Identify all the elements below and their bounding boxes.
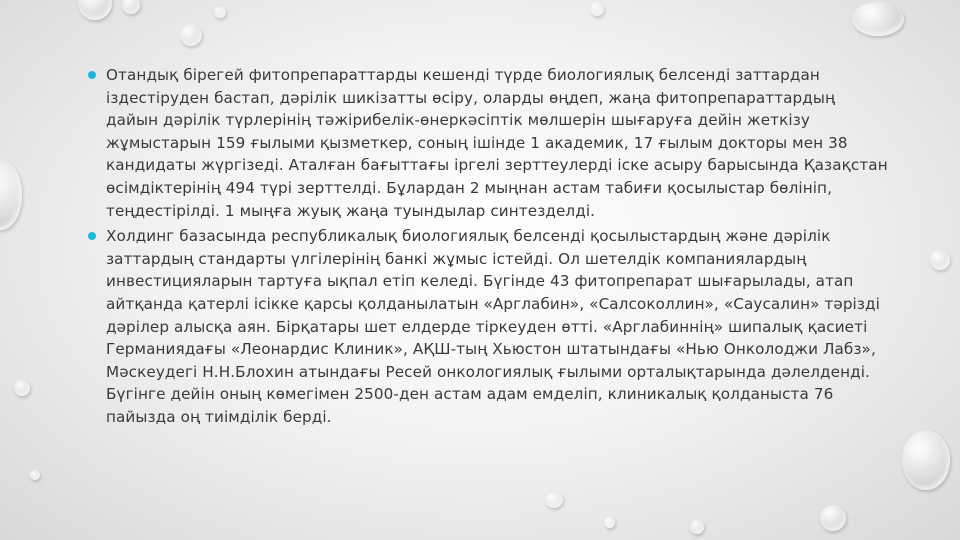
bullet-list bbox=[88, 64, 888, 429]
water-drop-decoration bbox=[902, 430, 950, 490]
bullet-text: Отандық бірегей фитопрепараттарды кешенді түрде биологиялық белсенді заттардан іздестіруден бастап, дәрілік шикізатты өсіру, оларды өңдеп, жаңа фитопрепараттардың дайын дәрілік түрлерінің тәжірибелік-өнеркәсіптік мөлшерін шығаруға дейін жеткізу жұмыстарын 159 ғылыми қызметкер, соның ішінде 1 академик, 17 ғылым докторы мен 38 кандидаты жүргізеді. Аталған бағыттағы іргелі зерттеулерді іске асыру барысында Қазақстан өсімдіктерінің 494 түрі зерттелді. Бұлардан 2 мыңнан астам табиғи қосылыстар бөлініп, теңдестірілді. 1 мыңға жуық жаңа туындылар синтезделді. bbox=[106, 66, 888, 220]
water-drop-decoration bbox=[214, 6, 226, 18]
water-drop-decoration bbox=[820, 505, 846, 531]
water-drop-decoration bbox=[604, 517, 615, 528]
water-drop-decoration bbox=[78, 0, 112, 20]
water-drop-decoration bbox=[30, 470, 40, 480]
water-drop-decoration bbox=[545, 492, 563, 508]
bullet-icon bbox=[88, 232, 96, 240]
bullet-text: Холдинг базасында республикалық биологиялық белсенді қосылыстардың және дәрілік заттардың стандарты үлгілерінің банкі жұмыс істейді. Ол шетелдік компаниялардың инвестицияларын тартуға ықпал етіп келеді. Бүгінде 43 фитопрепарат шығарылады, атап айтқанда қатерлі ісікке қарсы қолданылатын «Арглабин», «Салсоколлин», «Саусалин» тәрізді дәрілер алысқа аян. Бірқатары шет елдерде тіркеуден өтті. «Арглабиннің» шипалық қасиеті Германиядағы «Леонардис Клиник», АҚШ-тың Хьюстон штатындағы «Нью Онколоджи Лабз», Мәскеудегі Н.Н.Блохин атындағы Ресей онкологиялық ғылыми орталықтарында дәлелденді. Бүгінге дейін оның көмегімен 2500-ден астам адам емделіп, клиникалық қолданыста 76 пайызда оң тиімділік берді. bbox=[106, 227, 880, 426]
water-drop-decoration bbox=[852, 2, 904, 36]
water-drop-decoration bbox=[122, 0, 140, 14]
water-drop-decoration bbox=[590, 2, 604, 16]
bullet-item bbox=[88, 64, 888, 222]
bullet-item bbox=[88, 225, 888, 428]
bullet-icon bbox=[88, 71, 96, 79]
water-drop-decoration bbox=[0, 160, 22, 230]
water-drop-decoration bbox=[14, 380, 30, 396]
water-drop-decoration bbox=[930, 250, 950, 270]
slide-content bbox=[88, 64, 888, 432]
water-drop-decoration bbox=[690, 520, 704, 534]
water-drop-decoration bbox=[180, 24, 202, 46]
